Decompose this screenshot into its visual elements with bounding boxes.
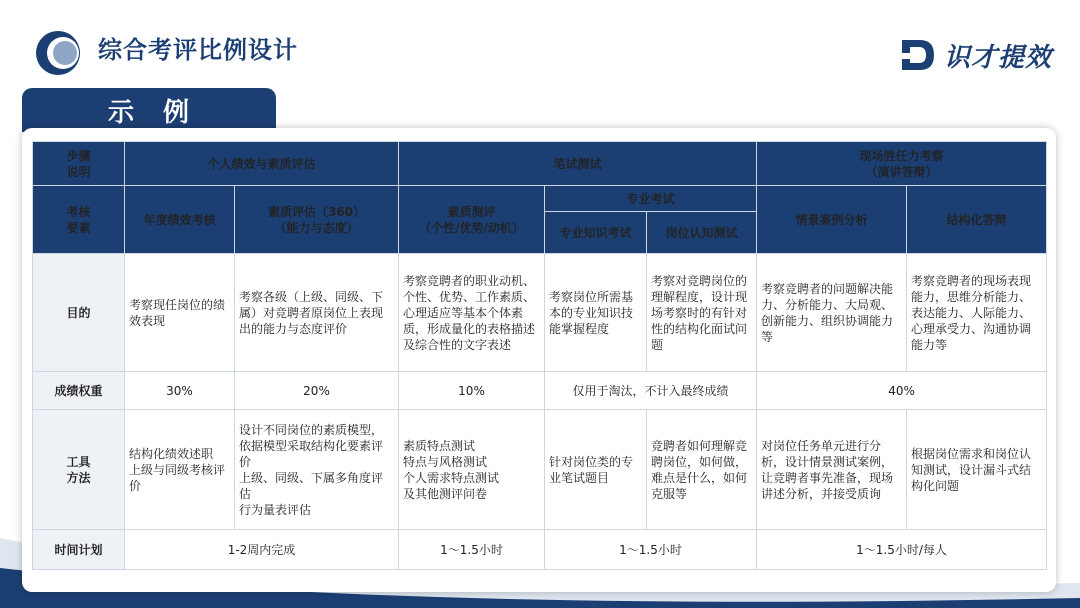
col-header-knowledge-exam: 专业知识考试 (545, 212, 647, 254)
cell-weight-c1: 30% (125, 372, 235, 410)
col-header-structured-defense: 结构化答辩 (907, 186, 1047, 254)
row-header-goal: 目的 (33, 254, 125, 372)
cell-weight-c2: 20% (235, 372, 399, 410)
group-header-onsite: 现场胜任力考察 （演讲答辩） (757, 142, 1047, 186)
cell-weight-c45: 仅用于淘汰，不计入最终成绩 (545, 372, 757, 410)
cell-time-c45: 1～1.5小时 (545, 530, 757, 570)
cell-time-c3: 1～1.5小时 (399, 530, 545, 570)
col-header-position-cognition: 岗位认知测试 (647, 212, 757, 254)
row-header-time: 时间计划 (33, 530, 125, 570)
cell-tool-c2: 设计不同岗位的素质模型，依据模型采取结构化要素评价 上级、同级、下属多角度评估 行为量表评估 (235, 410, 399, 530)
section-tab-example: 示 例 (22, 88, 276, 132)
row-header-weight: 成绩权重 (33, 372, 125, 410)
cell-tool-c5: 竞聘者如何理解竞聘岗位，如何做，难点是什么，如何克服等 (647, 410, 757, 530)
row-header-tool: 工具 方法 (33, 410, 125, 530)
brand-logo (898, 36, 1052, 74)
col-header-annual-performance: 年度绩效考核 (125, 186, 235, 254)
cell-goal-c2: 考察各级（上级、同级、下属）对竞聘者原岗位上表现出的能力与态度评价 (235, 254, 399, 372)
subgroup-header-professional-exam: 专业考试 (545, 186, 757, 212)
cell-time-c67: 1～1.5小时/每人 (757, 530, 1047, 570)
cell-goal-c6: 考察竞聘者的问题解决能力、分析能力、大局观、创新能力、组织协调能力等 (757, 254, 907, 372)
col-header-360: 素质评估（360） （能力与态度） (235, 186, 399, 254)
assessment-table (32, 141, 1047, 570)
cell-goal-c7: 考察竞聘者的现场表现能力，思维分析能力、表达能力、人际能力、心理承受力、沟通协调能力等 (907, 254, 1047, 372)
cell-tool-c7: 根据岗位需求和岗位认知测试，设计漏斗式结构化问题 (907, 410, 1047, 530)
col-header-quality-test: 素质测评 （个性/优势/动机） (399, 186, 545, 254)
cell-weight-c67: 40% (757, 372, 1047, 410)
corner-element-header: 考核 要素 (33, 186, 125, 254)
cell-goal-c1: 考察现任岗位的绩效表现 (125, 254, 235, 372)
cell-goal-c4: 考察岗位所需基本的专业知识技能掌握程度 (545, 254, 647, 372)
group-header-written-test: 笔试测试 (399, 142, 757, 186)
cell-goal-c5: 考察对竞聘岗位的理解程度，设计现场考察时的有针对性的结构化面试问题 (647, 254, 757, 372)
cell-tool-c3: 素质特点测试 特点与风格测试 个人需求特点测试 及其他测评问卷 (399, 410, 545, 530)
cell-weight-c3: 10% (399, 372, 545, 410)
cell-tool-c1: 结构化绩效述职 上级与同级考核评价 (125, 410, 235, 530)
cell-tool-c4: 针对岗位类的专业笔试题目 (545, 410, 647, 530)
col-header-case-analysis: 情景案例分析 (757, 186, 907, 254)
brand-d-icon (898, 36, 938, 74)
group-header-performance: 个人绩效与素质评估 (125, 142, 399, 186)
cell-tool-c6: 对岗位任务单元进行分析，设计情景测试案例，让竞聘者事先准备，现场讲述分析，并接受质询 (757, 410, 907, 530)
corner-step-header: 步骤 说明 (33, 142, 125, 186)
cell-time-c12: 1-2周内完成 (125, 530, 399, 570)
cell-goal-c3: 考察竞聘者的职业动机、个性、优势、工作素质、心理适应等基本个体素质，形成量化的表格描述及综合性的文字表述 (399, 254, 545, 372)
logo-circle-icon (30, 28, 90, 78)
page-title: 综合考评比例设计 (98, 36, 298, 64)
brand-name: 识才提效 (943, 42, 1052, 73)
